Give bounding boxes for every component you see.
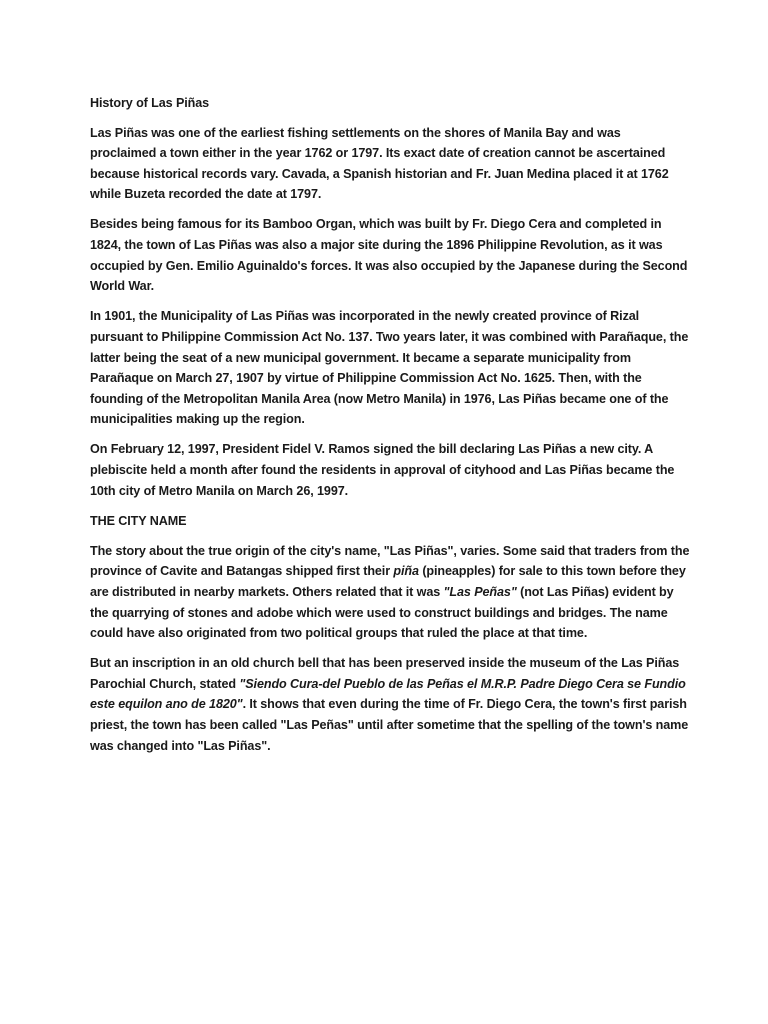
text-run: (pineapples) for sale to this town before they are distributed in nearby markets. Others related that it was bbox=[90, 564, 686, 599]
italic-text-run: piña bbox=[393, 564, 419, 579]
text-run: But an inscription in an old church bell that has been preserved inside the museum of the Las Piñas Parochial Church, stated bbox=[90, 656, 680, 691]
document-title: History of Las Piñas bbox=[90, 96, 210, 110]
paragraph-municipality: In 1901, the Municipality of Las Piñas was incorporated in the newly created province of Rizal pursuant to Philippine Commission Act No. 137. Two years later, it was combined with Parañaque, the latter being the seat of a new municipal government. It became a separate municipality from Parañaque on March 27, 1907 by virtue of Philippine Commission Act No. 1625. Then, with the founding of the Metropolitan Manila Area (now Metro Manila) in 1976, Las Piñas became one of the municipalities making up the region. bbox=[90, 309, 689, 427]
paragraph-church-bell bbox=[90, 653, 690, 756]
document-page bbox=[90, 93, 690, 766]
italic-inscription: "Siendo Cura-del Pueblo de las Peñas el M.R.P. Padre Diego Cera se Fundio este equilon ano de 1820" bbox=[90, 676, 686, 712]
text-run: . It shows that even during the time of Fr. Diego Cera, the town's first parish priest, the town has been called "Las Peñas" until after sometime that the spelling of the town's name was changed into "Las Piñas". bbox=[90, 697, 689, 753]
paragraph-bamboo-organ: Besides being famous for its Bamboo Organ, which was built by Fr. Diego Cera and completed in 1824, the town of Las Piñas was also a major site during the 1896 Philippine Revolution, as it was occupied by Gen. Emilio Aguinaldo's forces. It was also occupied by the Japanese during the Second World War. bbox=[90, 217, 688, 294]
text-run: The story about the true origin of the city's name, "Las Piñas", varies. Some said that traders from the province of Cavite and Batangas shipped first their bbox=[90, 543, 690, 579]
text-run: (not Las Piñas) evident by the quarrying of stones and adobe which were used to construct buildings and bridges. The name could have also originated from two political groups that ruled the place at that time. bbox=[90, 584, 674, 641]
section-heading-city-name: THE CITY NAME bbox=[90, 513, 187, 528]
paragraph-founding: Las Piñas was one of the earliest fishing settlements on the shores of Manila Bay and was proclaimed a town either in the year 1762 or 1797. Its exact date of creation cannot be ascertained because historical records vary. Cavada, a Spanish historian and Fr. Juan Medina placed it at 1762 while Buzeta recorded the date at 1797. bbox=[90, 125, 669, 202]
paragraph-name-origin bbox=[90, 541, 690, 644]
paragraph-cityhood: On February 12, 1997, President Fidel V. Ramos signed the bill declaring Las Piñas a new city. A plebiscite held a month after found the residents in approval of cityhood and Las Piñas became the 10th city of Metro Manila on March 26, 1997. bbox=[90, 442, 675, 498]
italic-text-run: "Las Peñas" bbox=[443, 584, 517, 599]
